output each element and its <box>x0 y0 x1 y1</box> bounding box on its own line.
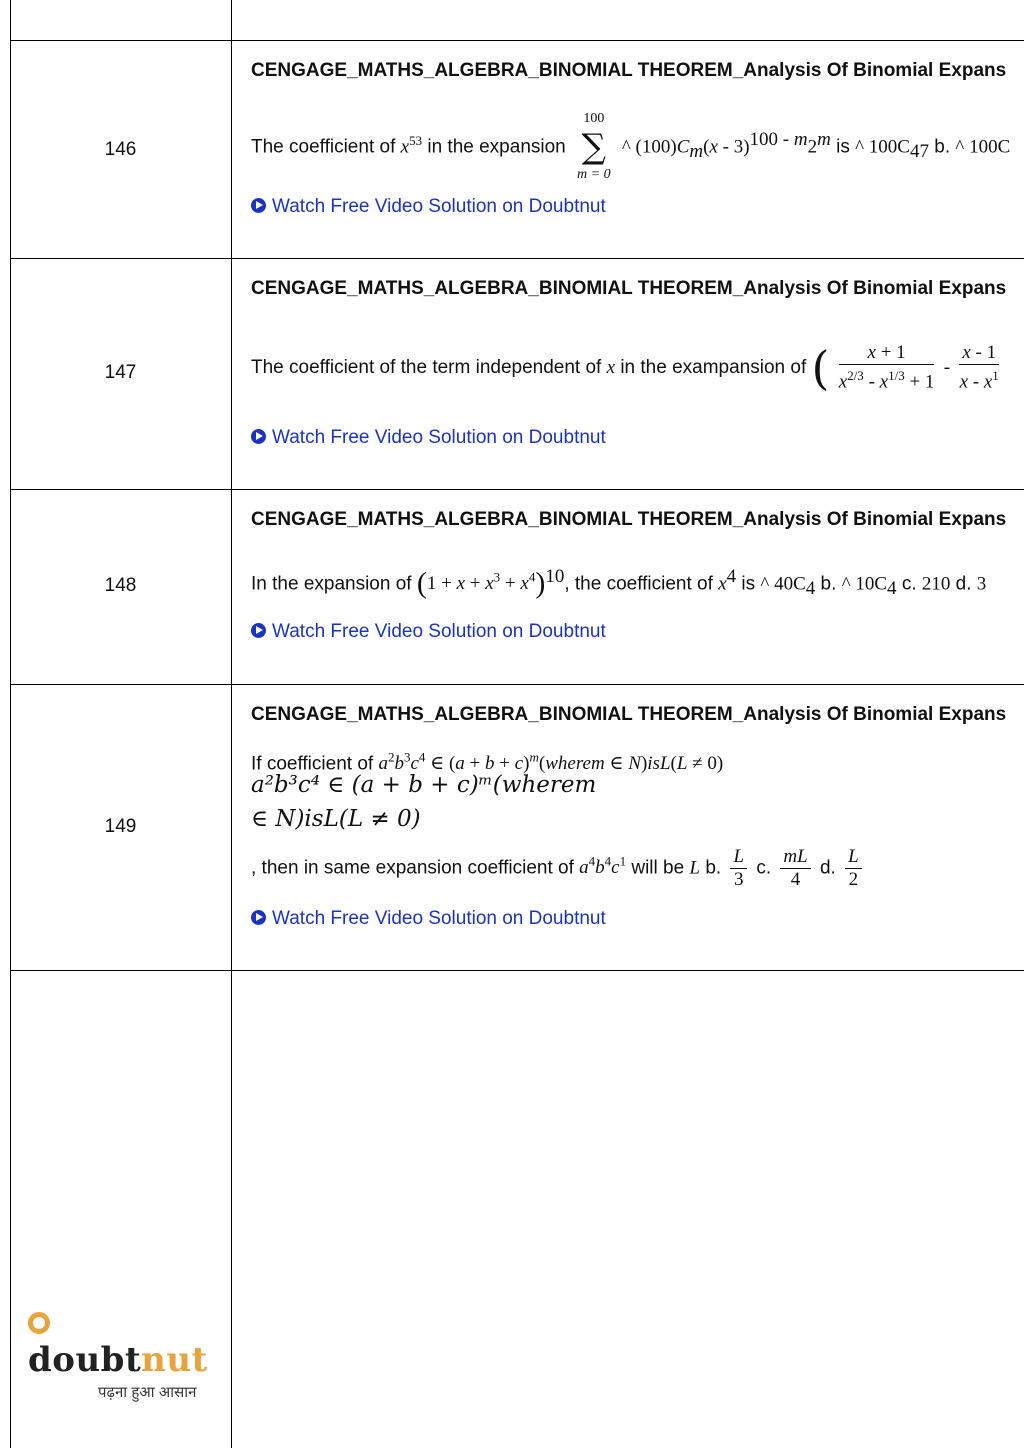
play-circle-icon <box>251 198 266 213</box>
row-divider <box>10 258 1024 259</box>
doubtnut-logo: doubtnut पढ़ना हुआ आसान <box>28 1300 218 1402</box>
question-text: , then in same expansion coefficient of $a^4b^4c^1$ will be L b. $\frac{L}{3}$ c. $\frac{mL}{4}$ d. $\frac{L}{2}$ <box>251 836 1024 888</box>
fraction: $\frac{L}{3}$ <box>730 846 747 888</box>
question-text: The coefficient of $x^{53}$ in the expansion 100 ∑ m = 0 ^ $(100)C_m(x - 3)^{100 - m}2^m$ is ^ $100C_{47}$ b. ^ 100C <box>251 100 1024 180</box>
column-divider <box>231 0 232 1448</box>
formula-line: a²b³c⁴ ∈ (a + b + c)ᵐ(wherem <box>251 772 597 798</box>
play-circle-icon <box>251 910 266 925</box>
question-number: 147 <box>104 362 137 383</box>
row-divider <box>10 684 1024 685</box>
watch-video-link[interactable]: Watch Free Video Solution on Doubtnut <box>251 196 1024 218</box>
question-number: 149 <box>104 816 137 837</box>
fraction: $\frac{x + 1}{x^{2/3} - x^{1/3} + 1}$ <box>838 342 935 393</box>
summation-symbol: 100 ∑ m = 0 <box>577 111 611 180</box>
doubtnut-logo-icon <box>28 1312 50 1334</box>
play-circle-icon <box>251 429 266 444</box>
question-heading: CENGAGE_MATHS_ALGEBRA_BINOMIAL THEOREM_Analysis Of Binomial Expans <box>251 60 1007 81</box>
fraction: $\frac{x - 1}{x - x^1}$ <box>959 342 999 393</box>
question-heading: CENGAGE_MATHS_ALGEBRA_BINOMIAL THEOREM_Analysis Of Binomial Expans <box>251 278 1007 299</box>
question-text: If coefficient of $a^2b^3c^4$ ∈ $(a + b + c)^m(wherem$ ∈ N)isL(L ≠ 0) <box>251 750 724 775</box>
question-text: The coefficient of the term independent of x in the exampansion of ( $\frac{x + 1}{x^{2/3} - x^{1/3} + 1}$ - $\frac{x - 1}{x - x^1}$ <box>251 341 999 395</box>
formula-line: ∈ N)isL(L ≠ 0) <box>251 806 421 832</box>
play-circle-icon <box>251 623 266 638</box>
question-number: 146 <box>104 139 137 160</box>
question-number: 148 <box>104 575 137 596</box>
watch-video-link[interactable]: Watch Free Video Solution on Doubtnut <box>251 908 1024 930</box>
fraction: $\frac{mL}{4}$ <box>780 846 810 888</box>
row-divider <box>10 489 1024 490</box>
question-heading: CENGAGE_MATHS_ALGEBRA_BINOMIAL THEOREM_Analysis Of Binomial Expans <box>251 509 1007 530</box>
watch-video-link[interactable]: Watch Free Video Solution on Doubtnut <box>251 427 1024 449</box>
logo-tagline: पढ़ना हुआ आसान <box>98 1384 197 1401</box>
question-heading: CENGAGE_MATHS_ALGEBRA_BINOMIAL THEOREM_Analysis Of Binomial Expans <box>251 704 1007 725</box>
row-divider <box>10 40 1024 41</box>
row-divider <box>10 970 1024 971</box>
question-text: In the expansion of $(1 + x + x^3 + x^4)^{10}$, the coefficient of $x^4$ is ^ $40C_4$ b. ^ $10C_4$ c. 210 d. 3 <box>251 566 987 600</box>
fraction: $\frac{L}{2}$ <box>845 846 862 888</box>
watch-video-link[interactable]: Watch Free Video Solution on Doubtnut <box>251 621 1024 643</box>
